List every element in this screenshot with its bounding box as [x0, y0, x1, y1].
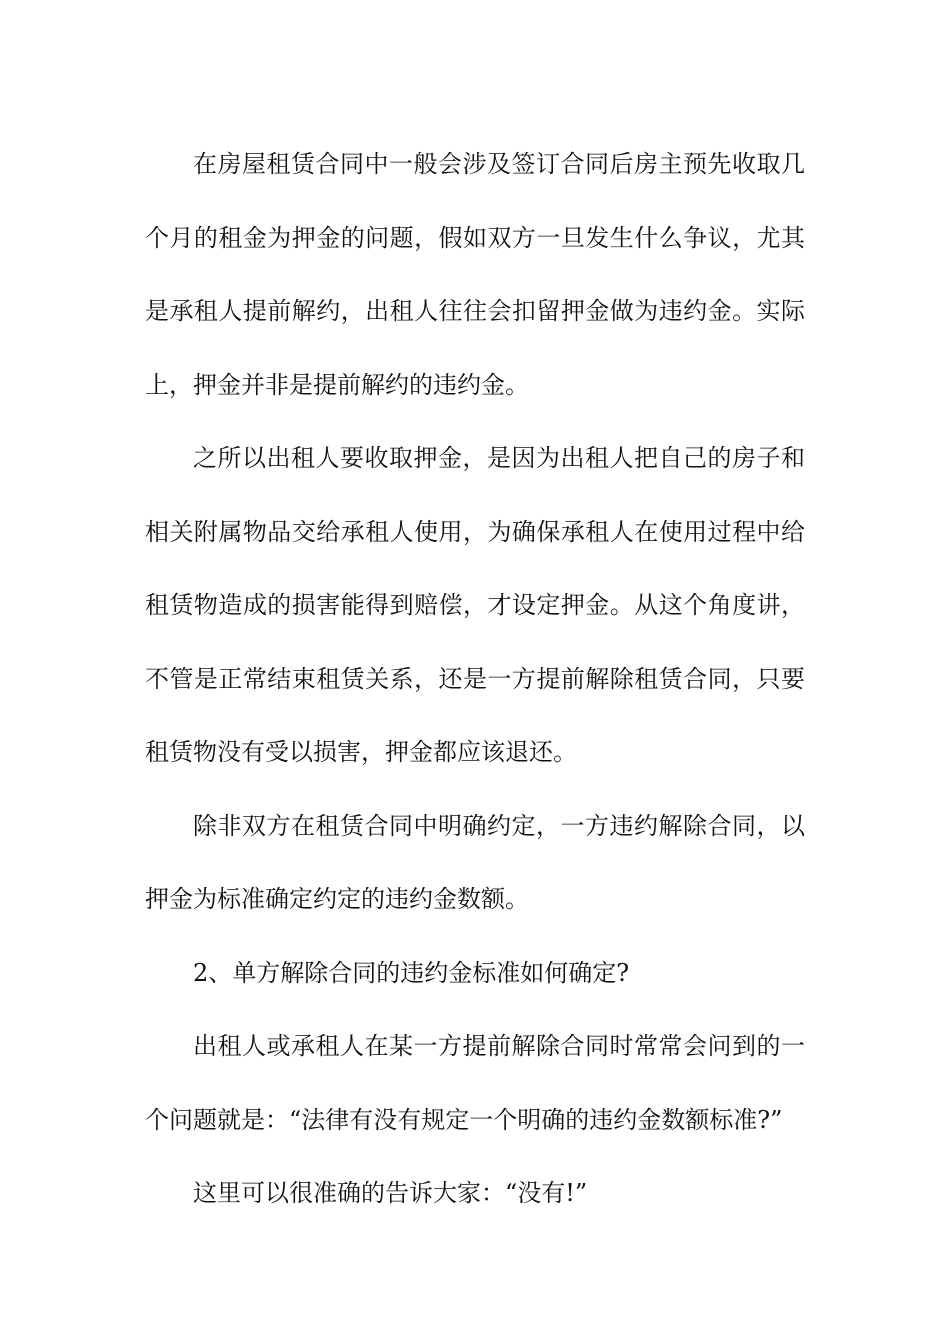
section-heading-penalty-standard: 2、单方解除合同的违约金标准如何确定?: [193, 958, 630, 987]
paragraph-answer: 这里可以很准确的告诉大家：“没有!”: [193, 1179, 588, 1207]
paragraph-common-question: 出租人或承租人在某一方提前解除合同时常常会问到的一个问题就是：“法律有没有规定一个明确的违约金数额标准?”: [145, 1032, 805, 1134]
paragraph-deposit-exception: 除非双方在租赁合同中明确约定，一方违约解除合同，以押金为标准确定约定的违约金数额。: [145, 811, 805, 913]
paragraph-deposit-purpose: 之所以出租人要收取押金，是因为出租人把自己的房子和相关附属物品交给承租人使用，为确保承租人在使用过程中给租赁物造成的损害能得到赔偿，才设定押金。从这个角度讲，不管是正常结束租赁关系，还是一方提前解除租赁合同，只要租赁物没有受以损害，押金都应该退还。: [145, 444, 805, 766]
document-body: [145, 128, 805, 1231]
paragraph-deposit-intro: 在房屋租赁合同中一般会涉及签订合同后房主预先收取几个月的租金为押金的问题，假如双方一旦发生什么争议，尤其是承租人提前解约，出租人往往会扣留押金做为违约金。实际上，押金并非是提前解约的违约金。: [145, 150, 805, 399]
